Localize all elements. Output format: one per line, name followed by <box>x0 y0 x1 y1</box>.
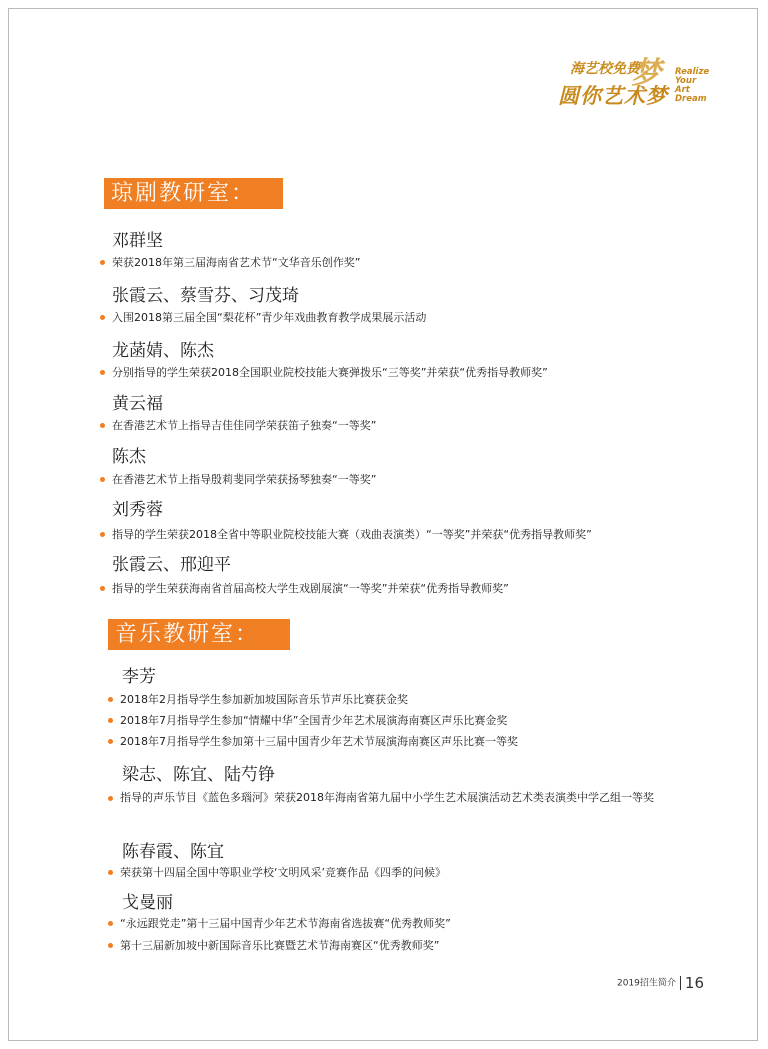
logo-english: Realize Your Art Dream <box>675 67 710 104</box>
footer-label: 2019招生简介 <box>617 978 676 989</box>
logo-line1: 海艺校免费 <box>570 61 640 77</box>
teacher-name: 李芳 <box>122 667 156 687</box>
award-item: 分别指导的学生荣获2018全国职业院校技能大赛弹拨乐“三等奖”并荣获“优秀指导教师奖” <box>112 365 548 380</box>
teacher-name: 刘秀蓉 <box>112 500 163 520</box>
award-item: 在香港艺术节上指导殷莉斐同学荣获扬琴独奏“一等奖” <box>112 472 376 487</box>
award-item: 2018年7月指导学生参加第十三届中国青少年艺术节展演海南赛区声乐比赛一等奖 <box>120 734 518 749</box>
award-item: 2018年7月指导学生参加“情耀中华”全国青少年艺术展演海南赛区声乐比赛金奖 <box>120 713 507 728</box>
award-item: 指导的学生荣获2018全省中等职业院校技能大赛（戏曲表演类）“一等奖”并荣获“优秀指导教师奖” <box>112 527 592 542</box>
award-item: 在香港艺术节上指导吉佳佳同学荣获笛子独奏“一等奖” <box>112 418 376 433</box>
teacher-name: 陈春霞、陈宜 <box>122 842 224 862</box>
teacher-name: 邓群坚 <box>112 231 163 251</box>
logo-big-char: 梦 <box>631 56 661 91</box>
award-item: “永远跟党走”第十三届中国青少年艺术节海南省选拔赛“优秀教师奖” <box>120 916 451 931</box>
teacher-name: 陈杰 <box>112 447 146 467</box>
page-number: 16 <box>684 974 704 992</box>
award-item: 指导的声乐节目《蓝色多瑙河》荣获2018年海南省第九届中小学生艺术展演活动艺术类表演类中学乙组一等奖 <box>120 788 680 808</box>
teacher-name: 张霞云、邢迎平 <box>112 555 231 575</box>
award-item: 荣获第十四届全国中等职业学校‘文明风采’竞赛作品《四季的问候》 <box>120 865 446 880</box>
teacher-name: 张霞云、蔡雪芬、习茂琦 <box>112 286 299 306</box>
teacher-name: 龙菡婧、陈杰 <box>112 341 214 361</box>
logo <box>548 48 723 118</box>
award-item: 指导的学生荣获海南省首届高校大学生戏剧展演“一等奖”并荣获“优秀指导教师奖” <box>112 581 509 596</box>
teacher-name: 黄云福 <box>112 394 163 414</box>
page-footer <box>617 974 704 992</box>
teacher-name: 戈曼丽 <box>122 893 173 913</box>
section-title-music: 音乐教研室： <box>103 619 290 650</box>
section-title-qiongju: 琼剧教研室： <box>99 178 283 209</box>
award-item: 入围2018第三届全国“梨花杯”青少年戏曲教育教学成果展示活动 <box>112 310 426 325</box>
page-frame <box>8 8 758 1041</box>
teacher-name: 梁志、陈宜、陆芍铮 <box>122 765 275 785</box>
logo-line2: 圆你艺术梦 <box>558 84 668 108</box>
award-item: 2018年2月指导学生参加新加坡国际音乐节声乐比赛获金奖 <box>120 692 408 707</box>
award-item: 荣获2018年第三届海南省艺术节“文华音乐创作奖” <box>112 255 360 270</box>
award-item: 第十三届新加坡中新国际音乐比赛暨艺术节海南赛区“优秀教师奖” <box>120 938 439 953</box>
